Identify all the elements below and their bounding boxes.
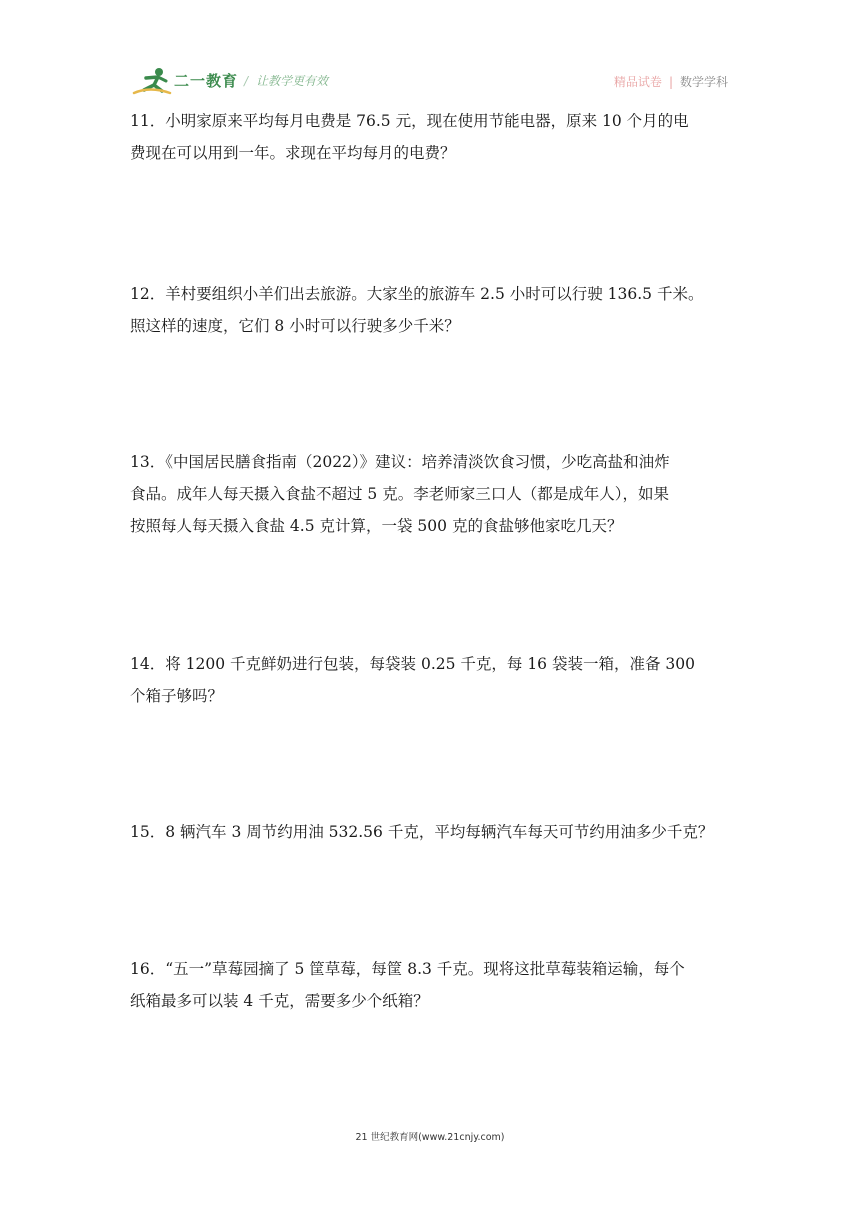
question-11: [130, 105, 734, 169]
page-footer: 21 世纪教育网(www.21cnjy.com): [355, 1132, 505, 1143]
header-tags: [614, 73, 728, 90]
question-line: 15．8 辆汽车 3 周节约用油 532.56 千克，平均每辆汽车每天可节约用油多少千克？: [130, 823, 714, 841]
question-line: 13．《中国居民膳食指南（2022）》建议：培养清淡饮食习惯，少吃高盐和油炸: [130, 453, 670, 471]
question-line: 按照每人每天摄入食盐 4.5 克计算，一袋 500 克的食盐够他家吃几天？: [130, 517, 623, 535]
question-14: [130, 648, 734, 712]
question-12: [130, 278, 734, 342]
question-line: 纸箱最多可以装 4 千克，需要多少个纸箱？: [130, 992, 429, 1010]
tag-divider: |: [668, 75, 673, 89]
question-13: [130, 446, 734, 542]
tag-premium-paper: 精品试卷: [613, 75, 662, 89]
question-line: 费现在可以用到一年。求现在平均每月的电费？: [130, 144, 456, 162]
question-line: 照这样的速度，它们 8 小时可以行驶多少千米？: [130, 317, 460, 335]
question-line: 食品。成年人每天摄入食盐不超过 5 克。李老师家三口人（都是成年人），如果: [130, 485, 669, 503]
question-16: [130, 953, 734, 1017]
runner-logo-icon: [132, 66, 172, 96]
brand-logo: [132, 64, 352, 98]
page-header: [132, 64, 732, 98]
question-line: 14．将 1200 千克鲜奶进行包装，每袋装 0.25 千克，每 16 袋装一箱，准备 300: [130, 655, 695, 673]
slogan-text: 让教学更有效: [256, 74, 329, 88]
question-line: 16．“五一”草莓园摘了 5 筐草莓，每筐 8.3 千克。现将这批草莓装箱运输，每个: [130, 960, 685, 978]
question-15: [130, 816, 734, 848]
tag-subject: 数学学科: [679, 75, 728, 89]
brand-name: 二一教育: [174, 72, 239, 90]
brand-slogan: / 让教学更有效: [244, 74, 329, 88]
question-line: 11．小明家原来平均每月电费是 76.5 元，现在使用节能电器，原来 10 个月的电: [130, 112, 689, 130]
question-line: 12．羊村要组织小羊们出去旅游。大家坐的旅游车 2.5 小时可以行驶 136.5 千米。: [130, 285, 704, 303]
question-line: 个箱子够吗？: [130, 687, 224, 705]
